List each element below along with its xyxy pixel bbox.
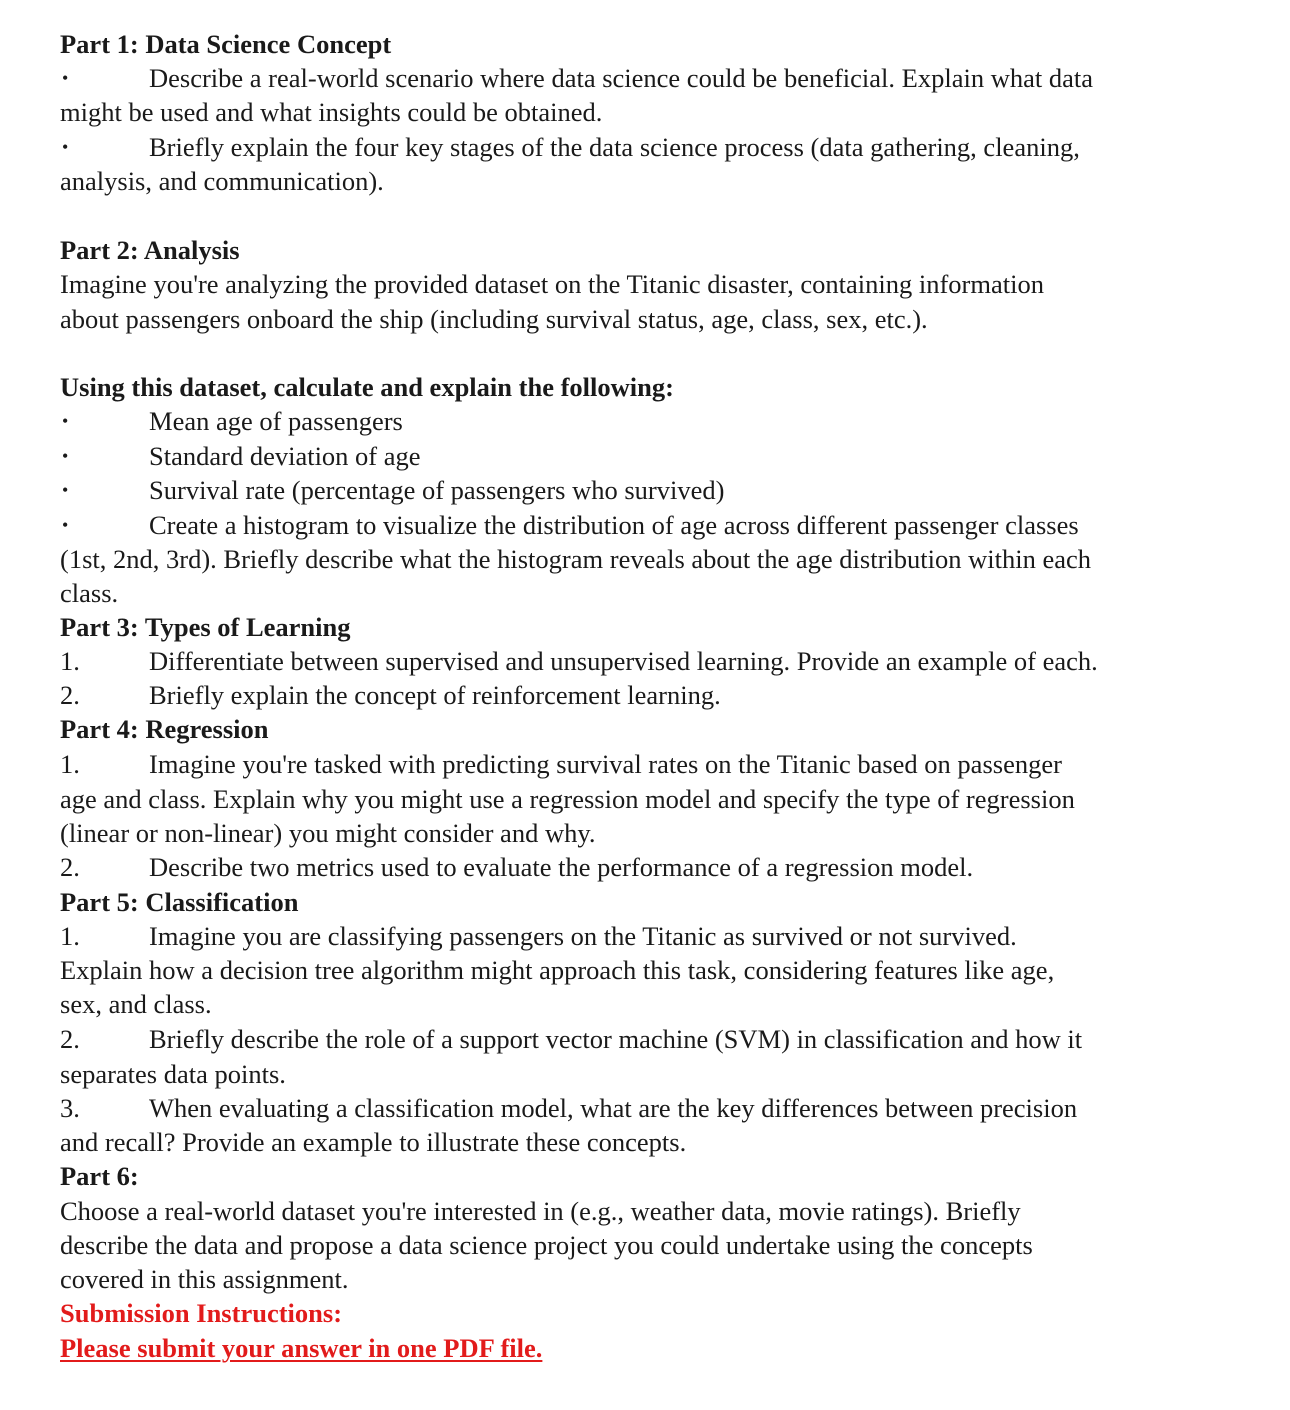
- part2-item4-line1: Create a histogram to visualize the distribution of age across different passenger classes: [149, 510, 1079, 540]
- part2-item4-line2: (1st, 2nd, 3rd). Briefly describe what the histogram reveals about the age distribution within each: [60, 544, 1092, 574]
- part5-item1-line3: sex, and class.: [60, 989, 212, 1019]
- list-number: 2.: [60, 680, 80, 710]
- part3-item1: Differentiate between supervised and unsupervised learning. Provide an example of each.: [149, 646, 1098, 676]
- part1-heading: Part 1: Data Science Concept: [60, 29, 392, 59]
- part6-line3: covered in this assignment.: [60, 1264, 349, 1294]
- bullet: •: [62, 411, 69, 431]
- part1-item1-line1: Describe a real-world scenario where data science could be beneficial. Explain what data: [149, 63, 1093, 93]
- part1-item2-line1: Briefly explain the four key stages of the data science process (data gathering, cleaning,: [149, 132, 1080, 162]
- bullet: •: [62, 480, 69, 500]
- part5-item1-line2: Explain how a decision tree algorithm might approach this task, considering features like age,: [60, 955, 1055, 985]
- part2-item3: Survival rate (percentage of passengers who survived): [149, 475, 725, 505]
- part5-item3-line2: and recall? Provide an example to illustrate these concepts.: [60, 1127, 687, 1157]
- part3-heading: Part 3: Types of Learning: [60, 612, 351, 642]
- part4-item2: Describe two metrics used to evaluate the performance of a regression model.: [149, 852, 974, 882]
- list-number: 2.: [60, 1024, 80, 1054]
- part6-line1: Choose a real-world dataset you're interested in (e.g., weather data, movie ratings). Briefly: [60, 1196, 1021, 1226]
- part4-item1-line1: Imagine you're tasked with predicting survival rates on the Titanic based on passenger: [149, 749, 1062, 779]
- bullet: •: [62, 515, 69, 535]
- list-number: 1.: [60, 646, 80, 676]
- part2-item1: Mean age of passengers: [149, 406, 403, 436]
- bullet: •: [62, 446, 69, 466]
- part3-item2: Briefly explain the concept of reinforcement learning.: [149, 680, 721, 710]
- part2-intro-line1: Imagine you're analyzing the provided dataset on the Titanic disaster, containing information: [60, 269, 1044, 299]
- part2-item2: Standard deviation of age: [149, 441, 421, 471]
- part2-intro-line2: about passengers onboard the ship (including survival status, age, class, sex, etc.).: [60, 304, 928, 334]
- list-number: 3.: [60, 1093, 80, 1123]
- submission-heading: Submission Instructions:: [60, 1298, 343, 1328]
- submission-instruction: Please submit your answer in one PDF file.: [60, 1333, 543, 1363]
- part5-heading: Part 5: Classification: [60, 887, 299, 917]
- part6-line2: describe the data and propose a data science project you could undertake using the concepts: [60, 1230, 1033, 1260]
- part4-item1-line3: (linear or non-linear) you might consider and why.: [60, 818, 596, 848]
- bullet: •: [62, 68, 69, 88]
- part2-heading: Part 2: Analysis: [60, 235, 240, 265]
- list-number: 1.: [60, 921, 80, 951]
- part5-item1-line1: Imagine you are classifying passengers on the Titanic as survived or not survived.: [149, 921, 1017, 951]
- list-number: 1.: [60, 749, 80, 779]
- part4-heading: Part 4: Regression: [60, 714, 269, 744]
- part1-item1-line2: might be used and what insights could be obtained.: [60, 97, 603, 127]
- part4-item1-line2: age and class. Explain why you might use a regression model and specify the type of regression: [60, 784, 1075, 814]
- part2-item4-line3: class.: [60, 578, 119, 608]
- list-number: 2.: [60, 852, 80, 882]
- part5-item2-line2: separates data points.: [60, 1059, 286, 1089]
- part2-subheading: Using this dataset, calculate and explain the following:: [60, 372, 674, 402]
- part6-heading: Part 6:: [60, 1161, 139, 1191]
- part5-item3-line1: When evaluating a classification model, what are the key differences between precision: [149, 1093, 1078, 1123]
- bullet: •: [62, 137, 69, 157]
- part1-item2-line2: analysis, and communication).: [60, 166, 384, 196]
- part5-item2-line1: Briefly describe the role of a support vector machine (SVM) in classification and how it: [149, 1024, 1083, 1054]
